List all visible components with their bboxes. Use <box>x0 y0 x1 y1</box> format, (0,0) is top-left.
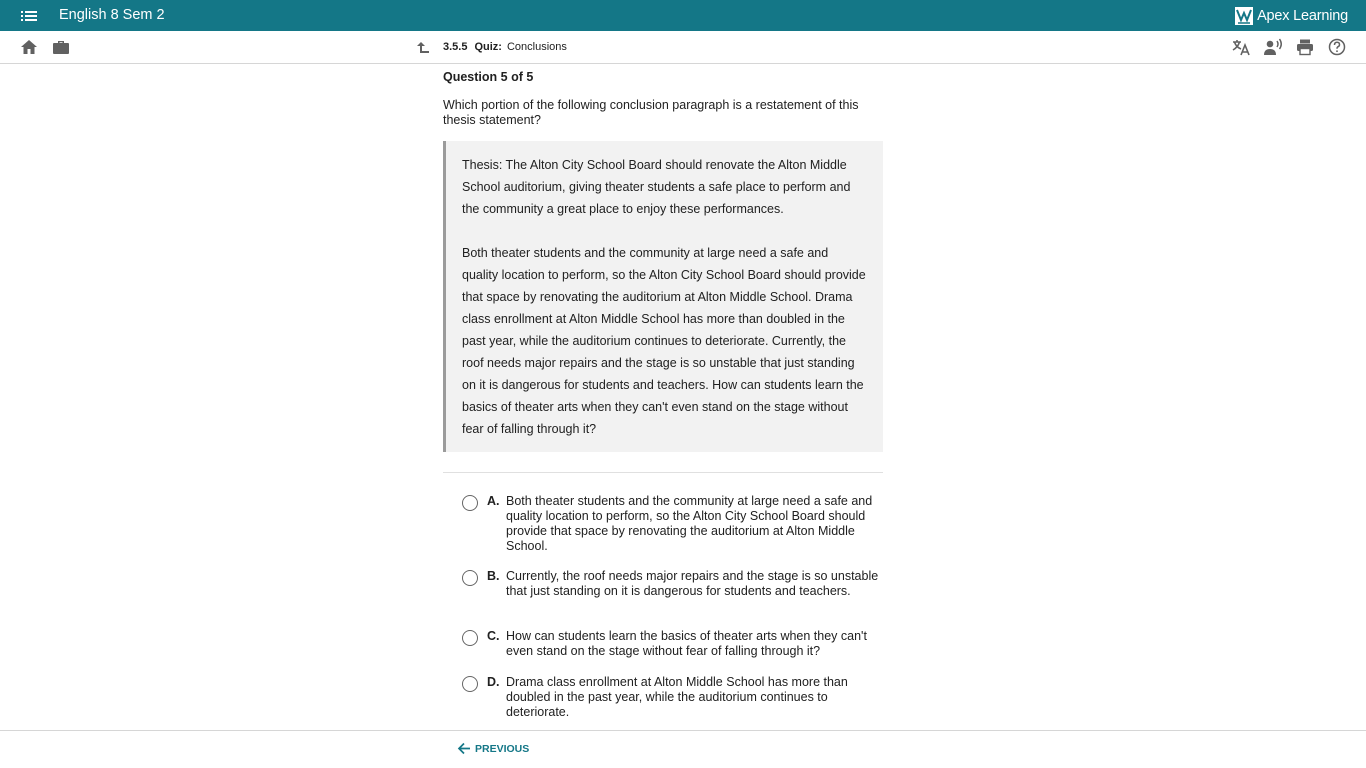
previous-label: PREVIOUS <box>475 742 530 755</box>
menu-list-icon[interactable] <box>18 7 40 25</box>
activity-number: 3.5.5 <box>443 41 468 53</box>
up-level-icon[interactable] <box>415 39 431 55</box>
radio-button[interactable] <box>462 495 478 511</box>
app-header <box>0 0 1366 31</box>
question-heading: Question 5 of 5 <box>443 70 534 84</box>
help-icon[interactable] <box>1327 38 1347 56</box>
translate-icon[interactable] <box>1231 38 1251 56</box>
radio-button[interactable] <box>462 630 478 646</box>
brand-logo <box>1235 5 1348 27</box>
radio-button[interactable] <box>462 676 478 692</box>
print-icon[interactable] <box>1295 38 1315 56</box>
breadcrumb <box>415 38 567 56</box>
arrow-left-icon <box>457 741 472 756</box>
choice-letter: C. <box>487 629 500 643</box>
choice-text: How can students learn the basics of theater arts when they can't even stand on the stage without fear of falling through it? <box>506 629 867 658</box>
apex-logo-icon <box>1235 6 1253 26</box>
choice-letter: A. <box>487 494 500 508</box>
choice-text: Drama class enrollment at Alton Middle School has more than doubled in the past year, while the auditorium continues to deteriorate. <box>506 675 848 719</box>
activity-kind: Quiz: <box>474 41 502 53</box>
course-title: English 8 Sem 2 <box>59 7 165 23</box>
choice-text: Currently, the roof needs major repairs and the stage is so unstable that just standing on it is dangerous for students and teachers. <box>506 569 879 598</box>
thesis-statement: Thesis: The Alton City School Board should renovate the Alton Middle School auditorium, giving theater students a safe place to perform and the community a great place to enjoy these performances. <box>462 158 851 216</box>
conclusion-paragraph: Both theater students and the community at large need a safe and quality location to perform, so the Alton City School Board should provide that space by renovating the auditorium at Alton Middle School. Drama class enrollment at Alton Middle School has more than doubled in the past year, while the auditorium continues to deteriorate. Currently, the roof needs major repairs and the stage is so unstable that just standing on it is dangerous for students and teachers. How can students learn the basics of theater arts when they can't even stand on the stage without fear of falling through it? <box>462 246 866 436</box>
choice-text: Both theater students and the community at large need a safe and quality location to perform, so the Alton City School Board should provide that space by renovating the auditorium at Alton Middle School. <box>506 494 873 553</box>
radio-button[interactable] <box>462 570 478 586</box>
divider <box>443 472 883 473</box>
activity-title: Conclusions <box>506 41 567 53</box>
toolbar <box>0 31 1366 64</box>
home-icon[interactable] <box>19 38 39 56</box>
previous-button[interactable] <box>457 741 529 756</box>
choice-letter: B. <box>487 569 500 583</box>
question-prompt: Which portion of the following conclusion paragraph is a restatement of this thesis statement? <box>443 98 859 127</box>
footer-nav <box>0 730 1366 768</box>
briefcase-icon[interactable] <box>51 38 71 56</box>
read-aloud-icon[interactable] <box>1263 38 1283 56</box>
brand-name: Apex Learning <box>1257 8 1348 24</box>
passage-block <box>443 141 883 452</box>
choice-letter: D. <box>487 675 500 689</box>
